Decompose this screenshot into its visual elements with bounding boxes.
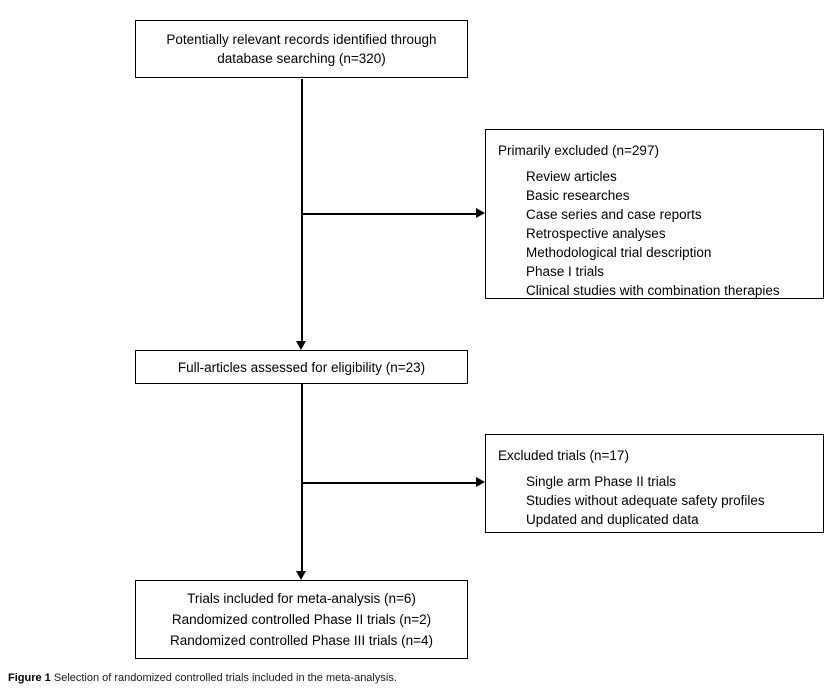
arrow-down-icon	[296, 571, 306, 580]
connector-to-excluded-trials	[302, 482, 476, 484]
included-line: Randomized controlled Phase III trials (n=4)	[169, 633, 433, 648]
arrow-down-icon	[296, 341, 306, 350]
arrow-right-icon	[476, 477, 485, 487]
figure-caption-text: Selection of randomized controlled trials included in the meta-analysis.	[53, 672, 397, 684]
primarily-excluded-reason-list	[498, 167, 813, 300]
figure-caption	[8, 671, 397, 685]
arrow-right-icon	[476, 208, 485, 218]
exclusion-reason: Retrospective analyses	[526, 226, 666, 241]
eligibility-text: Full-articles assessed for eligibility (n=23)	[177, 359, 426, 375]
included-line: Trials included for meta-analysis (n=6)	[187, 591, 416, 606]
exclusion-reason: Methodological trial description	[526, 245, 712, 260]
exclusion-reason: Clinical studies with combination therapies	[526, 283, 780, 298]
excluded-trials-title: Excluded trials (n=17)	[498, 448, 629, 463]
primarily-excluded-title: Primarily excluded (n=297)	[498, 143, 659, 158]
excluded-trials-reason-list	[498, 472, 813, 529]
records-identified-line1: Potentially relevant records identified through	[166, 32, 437, 47]
flow-box-primarily-excluded	[485, 129, 824, 299]
included-line: Randomized controlled Phase II trials (n=2)	[171, 612, 432, 627]
records-identified-line2: database searching (n=320)	[217, 51, 386, 66]
connector-eligibility-to-included	[301, 384, 303, 573]
exclusion-reason: Single arm Phase II trials	[526, 474, 677, 489]
flow-box-included	[135, 580, 468, 659]
flow-box-eligibility	[135, 350, 468, 384]
figure-caption-label: Figure 1	[8, 672, 51, 684]
exclusion-reason: Studies without adequate safety profiles	[526, 493, 765, 508]
connector-to-primarily-excluded	[302, 213, 476, 215]
flow-box-records-identified	[135, 20, 468, 78]
exclusion-reason: Basic researches	[526, 188, 630, 203]
flow-box-excluded-trials	[485, 434, 824, 533]
connector-identified-to-eligibility	[301, 79, 303, 343]
exclusion-reason: Case series and case reports	[526, 207, 702, 222]
exclusion-reason: Updated and duplicated data	[526, 512, 699, 527]
included-lines-list	[170, 588, 433, 651]
exclusion-reason: Phase I trials	[526, 264, 605, 279]
exclusion-reason: Review articles	[526, 169, 617, 184]
